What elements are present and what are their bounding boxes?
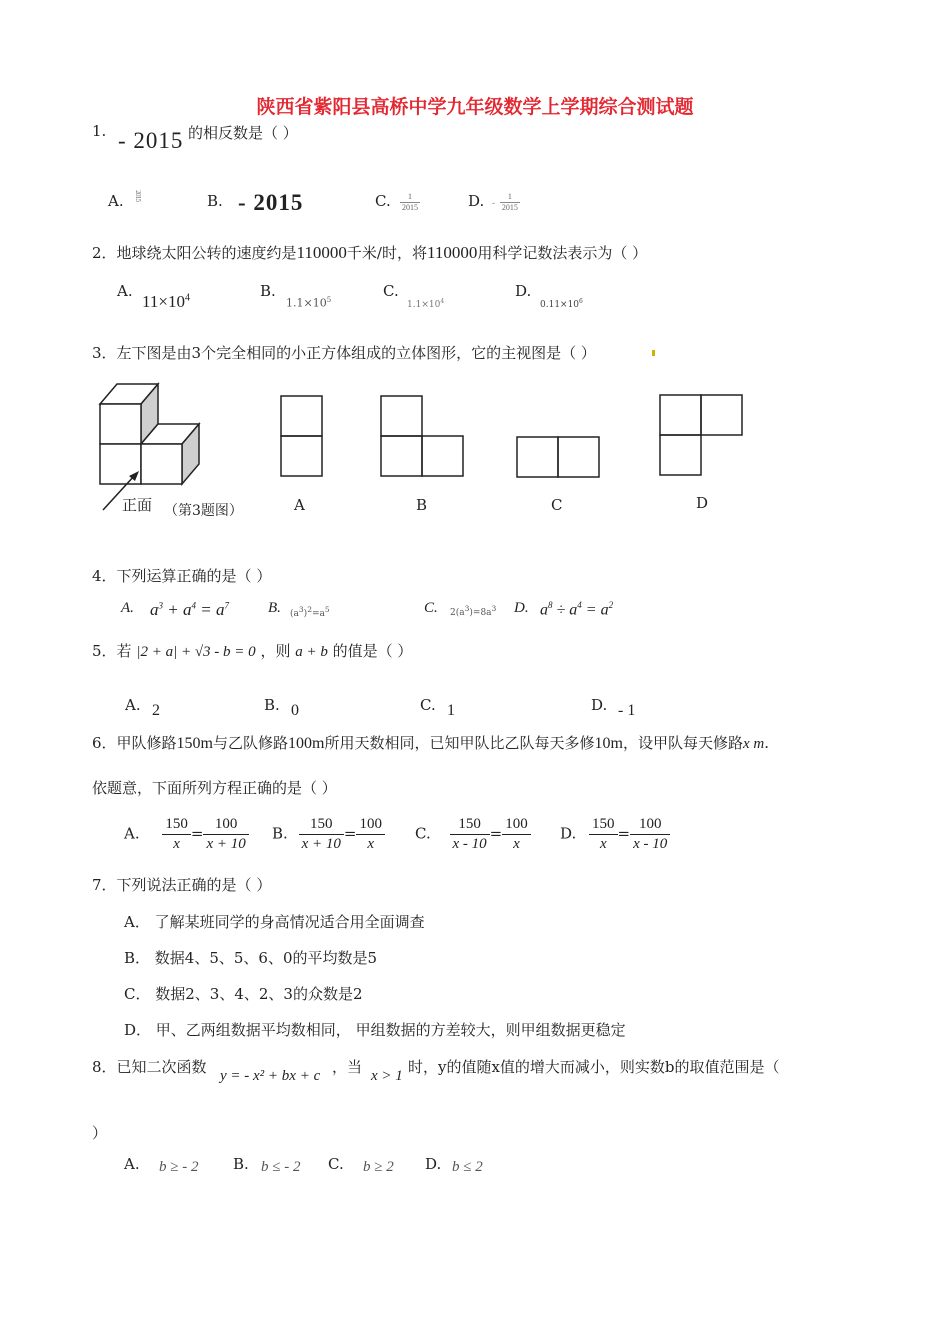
q5-opt-c-label: C.	[420, 696, 436, 714]
q6-opt-d-label: D.	[560, 824, 577, 843]
q1-opt-c-den: 2015	[402, 202, 418, 212]
q6-opt-c-rden: x	[513, 835, 520, 852]
option-c-label: C	[551, 496, 563, 514]
q5-text-c: 的值是（ ）	[332, 642, 413, 660]
q6-opt-c-rnum: 100	[502, 815, 531, 835]
q2-opt-a-base: 11×10	[142, 292, 185, 311]
q6-opt-d-lden: x	[599, 835, 607, 852]
q5-expr: |2 + a| + √3 - b = 0	[136, 644, 256, 660]
q1-opt-b-value: - 2015	[238, 190, 304, 215]
q1-text: 的相反数是（ ）	[188, 124, 298, 142]
q1-opt-b-label: B.	[207, 192, 223, 210]
q6-opt-d-rnum: 100	[630, 815, 670, 835]
q6-opt-a-rnum: 100	[203, 815, 248, 835]
q4-opt-d-label: D.	[514, 600, 529, 616]
q2-opt-a-exp: 4	[184, 292, 190, 304]
q8-line-2: ）	[92, 1124, 108, 1142]
option-b-figure	[380, 395, 465, 479]
q6-opt-c-lnum: 150	[450, 815, 490, 835]
q5-opt-d-label: D.	[591, 696, 608, 714]
q6-opt-d-lnum: 150	[589, 815, 618, 835]
q5-text-b: ，则	[260, 642, 291, 660]
q6-text-d: ，设甲队每天修路	[622, 734, 743, 752]
q6-opt-a: A. $\frac{150}{x}$ = $\frac{100}{x + 10}$	[124, 815, 249, 854]
q6-text-e: .	[764, 734, 769, 752]
q4-opt-a-expr: $a^3 + a^4 = a^7$	[150, 600, 229, 619]
page-title: 陕西省紫阳县高桥中学九年级数学上学期综合测试题	[256, 96, 694, 118]
q4-opt-d-expr: $a^8 \div a^4 = a^2$	[540, 600, 614, 619]
q5-opt-a-value: 2	[152, 702, 160, 719]
q2-opt-a-value	[142, 292, 190, 312]
q6-text-b: 与乙队修路	[213, 734, 289, 752]
q2-opt-c-exp: 4	[440, 298, 445, 305]
q2-opt-c-base: 1.1×10	[407, 300, 441, 310]
yellow-mark	[652, 350, 655, 356]
q7-opt-b: B． 数据4、5、5、6、0的平均数是5	[124, 949, 378, 967]
q8-text-c: 时，y的值随x值的增大而减小，则实数b的取值范围是（	[408, 1058, 780, 1076]
q5-text-a: 5．若	[92, 642, 132, 660]
q6-opt-d: D. $\frac{150}{x}$ = $\frac{100}{x - 10}$	[560, 815, 670, 854]
q4-opt-b-expr: $(a^3)^2=a^5$	[290, 605, 330, 619]
q6-line-2: 依题意，下面所列方程正确的是（ ）	[92, 779, 337, 797]
q1-opt-a-label: A.	[108, 192, 124, 210]
q6-line-1	[92, 732, 769, 753]
q8-opt-d-label: D.	[425, 1155, 442, 1173]
q6-opt-b-label: B.	[272, 824, 288, 843]
q1-opt-d-num: 1	[500, 192, 520, 203]
q6-opt-b-lnum: 150	[299, 815, 344, 835]
q7-opt-a: A． 了解某班同学的身高情况适合用全面调查	[124, 913, 425, 931]
q6-opt-c: C. $\frac{150}{x - 10}$ = $\frac{100}{x}$	[415, 815, 531, 854]
q2-text-c: 用科学记数法表示为（ ）	[477, 244, 648, 262]
q8-opt-a-value: b ≥ - 2	[159, 1159, 199, 1175]
option-a-label: A	[294, 496, 305, 514]
q5-opt-b-label: B.	[264, 696, 280, 714]
q6-opt-a-rden: x + 10	[206, 835, 246, 852]
q6-value-3: 10m	[594, 735, 623, 752]
top-cube-front-face	[100, 404, 141, 444]
q1-opt-d-label: D.	[468, 192, 485, 210]
q2-opt-b-exp: 5	[326, 296, 332, 304]
q1-opt-c-frac	[400, 192, 420, 212]
q8-opt-d-value: b ≤ 2	[452, 1159, 483, 1175]
q2-opt-c-value	[407, 298, 444, 310]
option-d-label: D	[696, 494, 709, 512]
q7-text: 7．下列说法正确的是（ ）	[92, 876, 272, 894]
q7-opt-c: C． 数据2、3、4、2、3的众数是2	[124, 985, 363, 1003]
q2-opt-c-label: C.	[383, 282, 399, 300]
q6-text-a: 6．甲队修路	[92, 734, 177, 752]
q2-opt-d-label: D.	[515, 282, 532, 300]
q8-opt-c-value: b ≥ 2	[363, 1159, 394, 1175]
q1-opt-d-den: 2015	[501, 202, 518, 212]
right-cube-front-face	[141, 444, 182, 484]
q5-ab: a + b	[295, 644, 328, 660]
q8-text-b: ，当	[332, 1058, 363, 1076]
q1-number: 1.	[92, 122, 107, 140]
q8-opt-a-label: A.	[124, 1155, 140, 1173]
q6-text-c: 所用天数相同，已知甲队比乙队每天多修	[324, 734, 595, 752]
q3-text: 3．左下图是由3个完全相同的小正方体组成的立体图形，它的主视图是（ ）	[92, 344, 596, 362]
q8-condition: x > 1	[371, 1068, 403, 1084]
q6-value-2: 100m	[288, 735, 325, 752]
option-b-label: B	[416, 496, 428, 514]
q4-opt-c-expr: $2(a^3)=8a^3$	[450, 604, 497, 618]
q2-opt-d-value	[540, 298, 583, 310]
q6-opt-b-rnum: 100	[356, 815, 385, 835]
q5-opt-c-value: 1	[447, 702, 455, 719]
option-c-figure	[516, 436, 601, 480]
q8-opt-b-label: B.	[233, 1155, 249, 1173]
cube-figure	[95, 380, 265, 515]
q6-opt-a-lnum: 150	[162, 815, 191, 835]
q4-text: 4．下列运算正确的是（ ）	[92, 567, 272, 585]
q5-opt-d-value: - 1	[618, 702, 636, 719]
q2-text-b: 千米/时，将	[346, 244, 427, 262]
q1-opt-c-num: 1	[400, 192, 420, 203]
q2-opt-b-label: B.	[260, 282, 276, 300]
q2-opt-b-base: 1.1×10	[286, 296, 327, 310]
figure-caption: （第3题图）	[164, 503, 243, 519]
q2-value-1: 110000	[296, 243, 347, 262]
q8-opt-c-label: C.	[328, 1155, 344, 1173]
q5-opt-a-label: A.	[125, 696, 141, 714]
front-label: 正面	[122, 496, 153, 514]
q1-opt-c-label: C.	[375, 192, 391, 210]
q2-opt-d-base: 0.11×10	[540, 300, 580, 310]
q2-line	[92, 242, 647, 263]
q6-opt-a-label: A.	[124, 824, 140, 843]
q5-opt-b-value: 0	[291, 702, 299, 719]
option-d-figure	[659, 394, 744, 478]
q5-line	[92, 640, 412, 661]
q1-opt-d-frac	[492, 192, 520, 212]
q1-opt-a-value: 2015	[134, 190, 141, 202]
q2-value-2: 110000	[426, 243, 478, 262]
q2-opt-d-exp: 6	[579, 298, 583, 305]
q2-opt-a-label: A.	[117, 282, 133, 300]
q4-opt-b-label: B.	[268, 600, 281, 616]
q6-value-4: x m	[742, 736, 765, 752]
q6-opt-b-lden: x + 10	[301, 835, 341, 852]
q2-text-a: 2．地球绕太阳公转的速度约是	[92, 244, 297, 262]
option-a-figure	[280, 395, 324, 479]
q4-opt-a-label: A.	[121, 600, 134, 616]
q6-value-1: 150m	[176, 735, 213, 752]
q1-opt-d-sign: -	[492, 199, 496, 210]
q6-opt-d-rden: x - 10	[633, 835, 668, 852]
q8-text-a: 8．已知二次函数	[92, 1058, 207, 1076]
q6-opt-b: B. $\frac{150}{x + 10}$ = $\frac{100}{x}$	[272, 815, 385, 854]
q1-expr: - 2015	[118, 128, 184, 153]
q4-opt-c-label: C.	[424, 600, 438, 616]
q6-opt-c-lden: x - 10	[452, 835, 487, 852]
q7-opt-d: D． 甲、乙两组数据平均数相同， 甲组数据的方差较大，则甲组数据更稳定	[124, 1021, 626, 1039]
q8-function: y = - x² + bx + c	[220, 1068, 321, 1084]
q2-opt-b-value	[286, 296, 331, 310]
q6-opt-c-label: C.	[415, 824, 431, 843]
q8-opt-b-value: b ≤ - 2	[261, 1159, 301, 1175]
q6-opt-b-rden: x	[367, 835, 375, 852]
q6-opt-a-lden: x	[173, 835, 180, 852]
